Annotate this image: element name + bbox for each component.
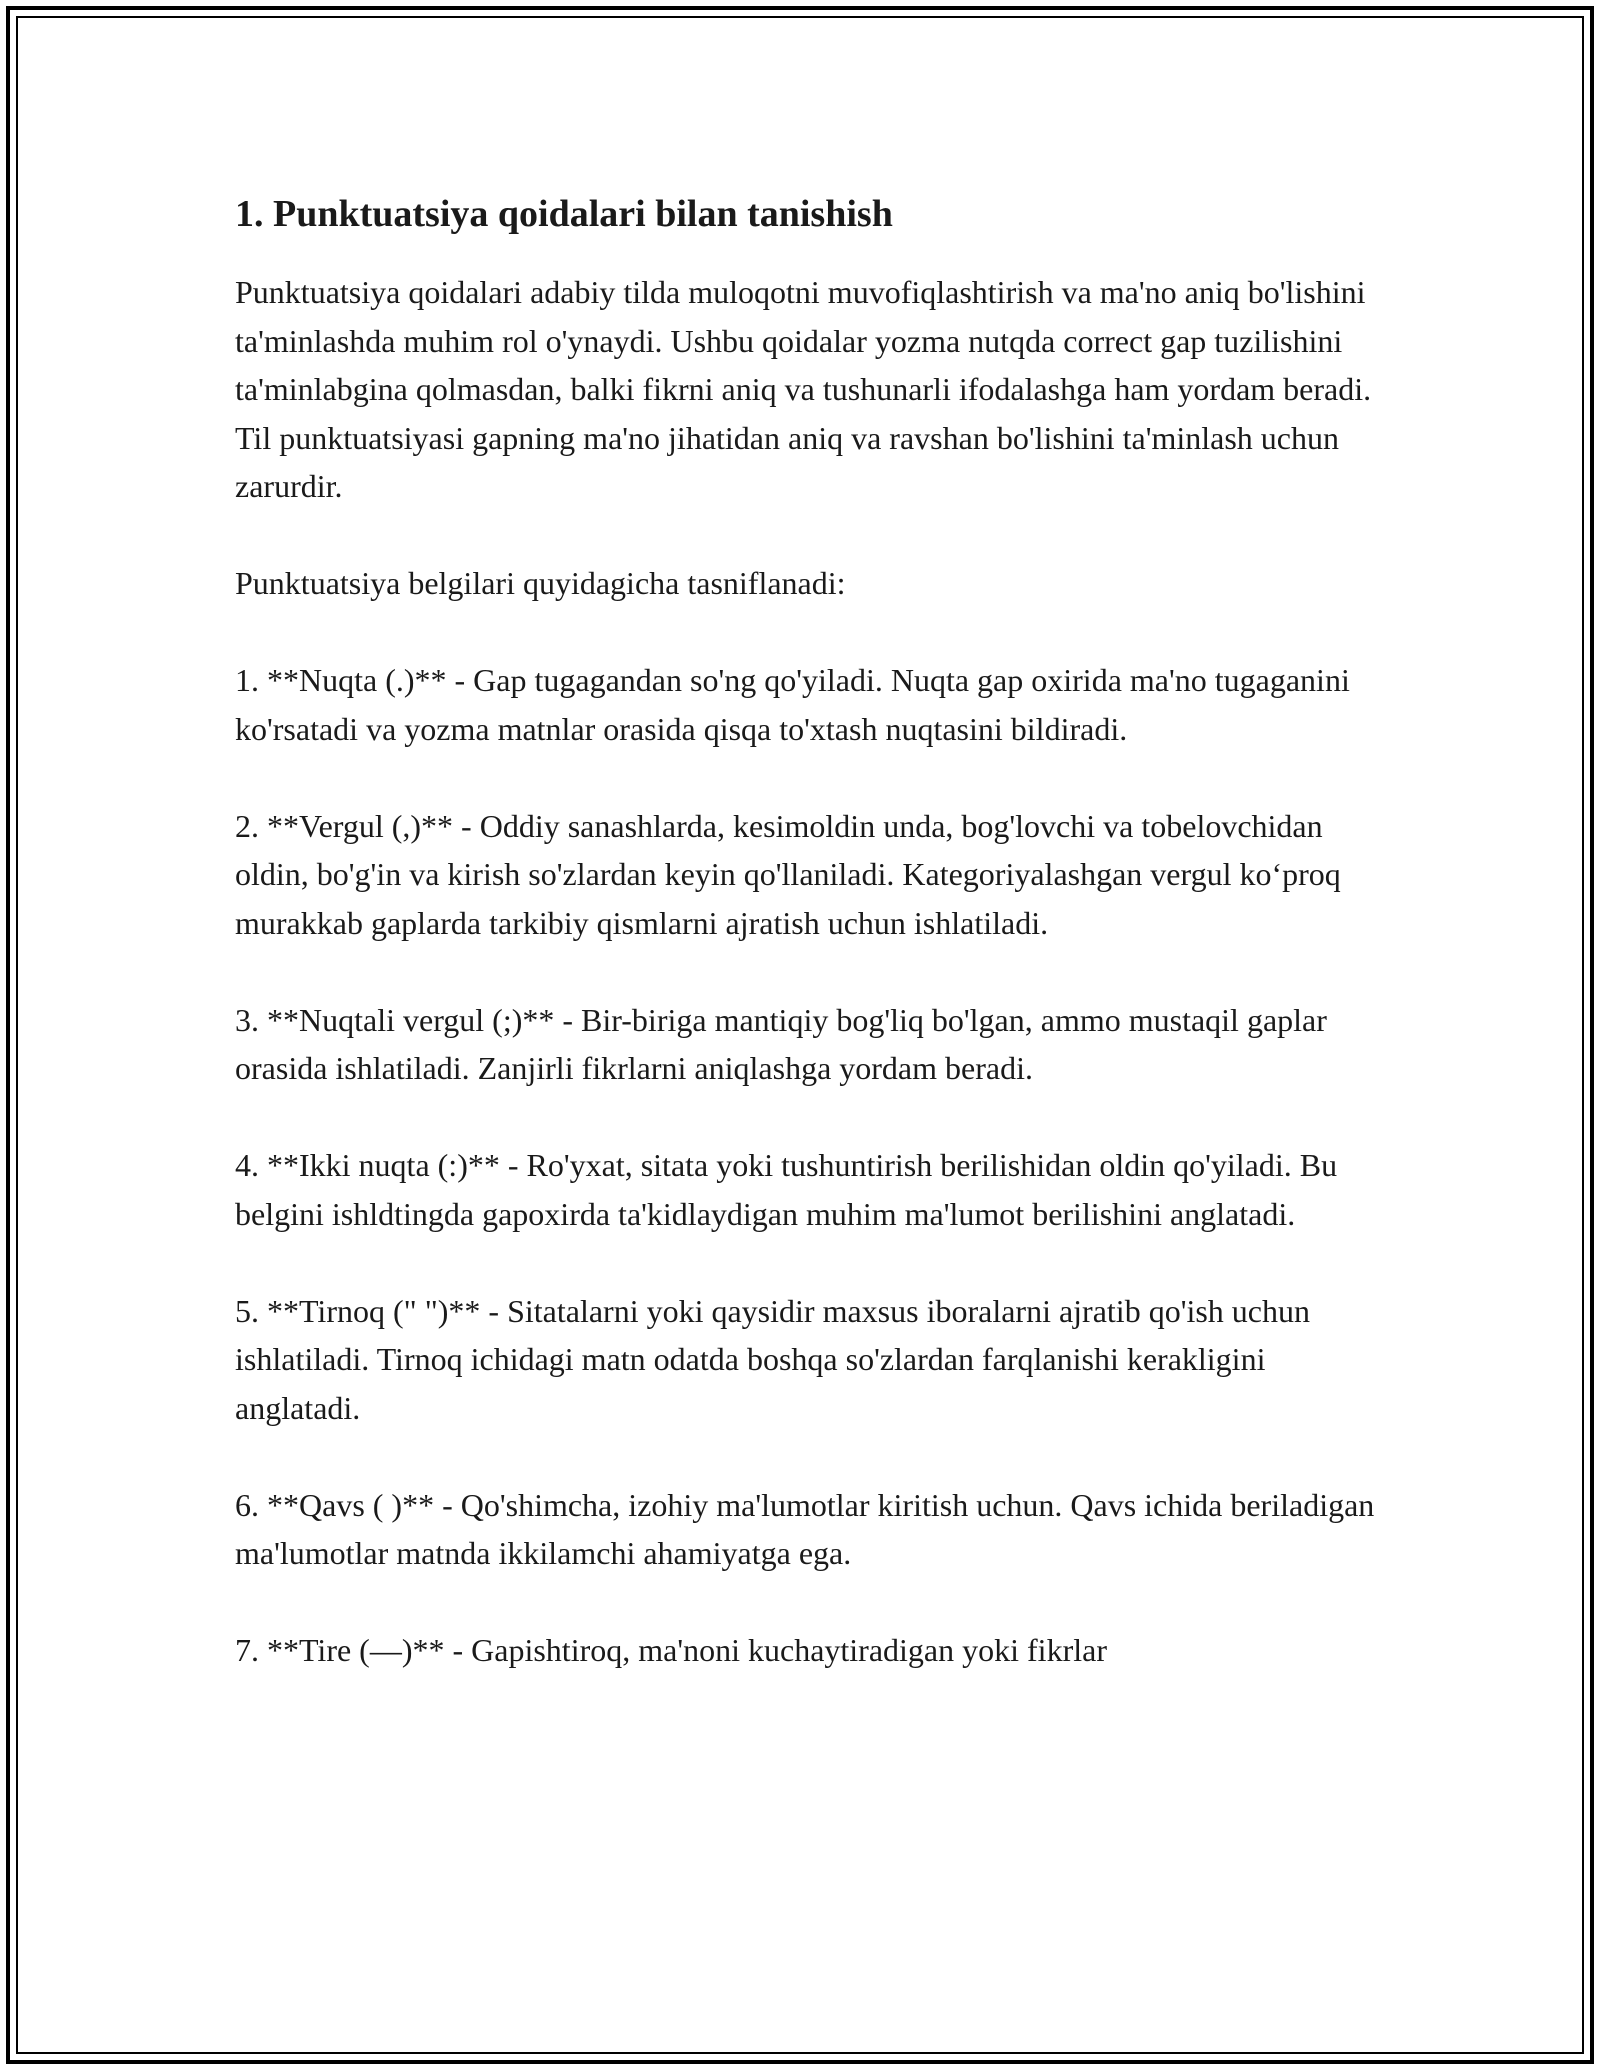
list-item-vergul: 2. **Vergul (,)** - Oddiy sanashlarda, kesimoldin unda, bog'lovchi va tobelovchidan oldin, bo'g'in va kirish so'zlardan keyin qo'llaniladi. Kategoriyalashgan vergul ko‘proq murakkab gaplarda tarkibiy qismlarni ajratish uchun ishlatiladi. xyxy=(235,807,1341,941)
list-item-tire: 7. **Tire (—)** - Gapishtiroq, ma'noni kuchaytiradigan yoki fikrlar xyxy=(235,1632,1107,1668)
intro-paragraph: Punktuatsiya qoidalari adabiy tilda muloqotni muvofiqlashtirish va ma'no aniq bo'lishini ta'minlashda muhim rol o'ynaydi. Ushbu qoidalar yozma nutqda correct gap tuzilishini ta'minlabgina qolmasdan, balki fikrni aniq va tushunarli ifodalashga ham yordam beradi. Til punktuatsiyasi gapning ma'no jihatidan aniq va ravshan bo'lishini ta'minlash uchun zarurdir. xyxy=(235,274,1372,504)
document-body xyxy=(235,188,1385,1723)
list-item-nuqta: 1. **Nuqta (.)** - Gap tugagandan so'ng qo'yiladi. Nuqta gap oxirida ma'no tugaganini ko'rsatadi va yozma matnlar orasida qisqa to'xtash nuqtasini bildiradi. xyxy=(235,662,1350,747)
list-item-ikki-nuqta: 4. **Ikki nuqta (:)** - Ro'yxat, sitata yoki tushuntirish berilishidan oldin qo'yiladi. Bu belgini ishldtingda gapoxirda ta'kidlaydigan muhim ma'lumot berilishini anglatadi. xyxy=(235,1147,1338,1232)
list-item-nuqtali-vergul: 3. **Nuqtali vergul (;)** - Bir-biriga mantiqiy bog'liq bo'lgan, ammo mustaqil gaplar orasida ishlatiladi. Zanjirli fikrlarni aniqlashga yordam beradi. xyxy=(235,1001,1327,1086)
list-item-tirnoq: 5. **Tirnoq (" ")** - Sitatalarni yoki qaysidir maxsus iboralarni ajratib qo'ish uchun ishlatiladi. Tirnoq ichidagi matn odatda boshqa so'zlardan farqlanishi kerakligini anglatadi. xyxy=(235,1292,1310,1426)
classification-intro: Punktuatsiya belgilari quyidagicha tasniflanadi: xyxy=(235,565,846,601)
section-heading: 1. Punktuatsiya qoidalari bilan tanishish xyxy=(235,193,893,235)
list-item-qavs: 6. **Qavs ( )** - Qo'shimcha, izohiy ma'lumotlar kiritish uchun. Qavs ichida beriladigan ma'lumotlar matnda ikkilamchi ahamiyatga ega. xyxy=(235,1486,1375,1571)
